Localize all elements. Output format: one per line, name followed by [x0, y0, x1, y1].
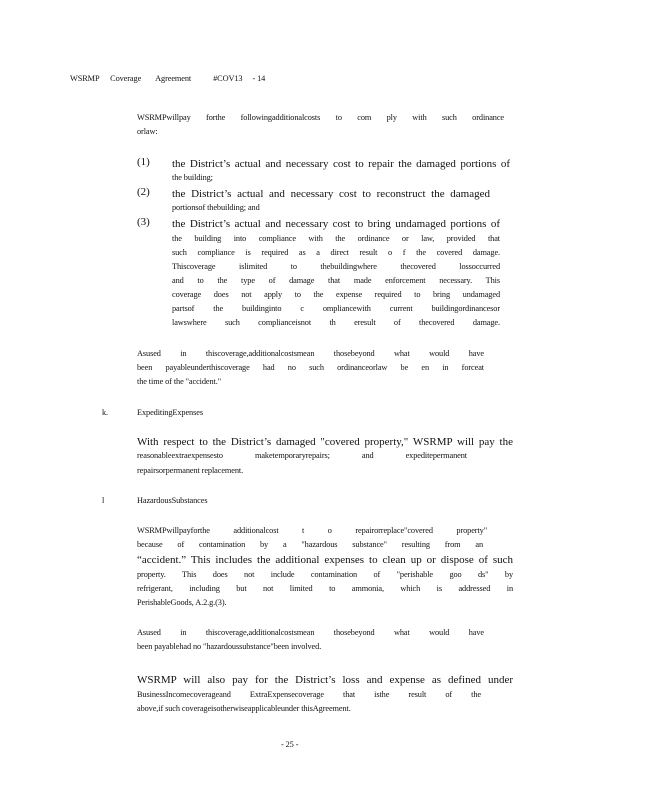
list-item: [172, 186, 490, 216]
list-item: [172, 216, 500, 330]
item-line: the District’s actual and necessary cost to repair the damaged portions of: [172, 158, 510, 170]
intro-line: orlaw:: [137, 127, 158, 136]
item-line: lawswhere such complianceisnot th eresult of thecovered damage.: [172, 318, 500, 327]
paragraph-line: WSRMP will also pay for the District’s loss and expense as defined under: [137, 674, 513, 686]
intro-paragraph: [137, 111, 504, 139]
list-item: [172, 156, 510, 186]
paragraph-line: property. This does not include contamination of "perishable goo ds" by: [137, 570, 513, 579]
item-line: partsof the buildinginto c ompliancewith current buildingordinancesor: [172, 304, 500, 313]
as-used-paragraph: [137, 347, 484, 389]
section-letter: l: [102, 496, 105, 505]
item-number: (1): [137, 156, 150, 168]
item-line: and to the type of damage that made enforcement necessary. This: [172, 276, 500, 285]
item-line: Thiscoverage islimited to thebuildingwhere thecovered lossoccurred: [172, 262, 500, 271]
intro-line: WSRMPwillpay forthe followingadditionalcosts to com ply with such ordinance: [137, 113, 504, 122]
paragraph-line: BusinessIncomecoverageand ExtraExpensecoverage that isthe result of the: [137, 690, 481, 699]
hazardous-paragraph: [137, 524, 513, 610]
paragraph-line: the time of the "accident.": [137, 377, 222, 386]
section-title: HazardousSubstances: [137, 496, 208, 505]
header-agreement: Agreement: [155, 74, 192, 83]
item-line: the District’s actual and necessary cost to bring undamaged portions of: [172, 218, 500, 230]
expediting-paragraph: [137, 434, 513, 478]
paragraph-line: Asused in thiscoverage,additionalcostsmean thosebeyond what would have: [137, 628, 484, 637]
paragraph-line: WSRMPwillpayforthe additionalcost t o repairorreplace"covered property": [137, 526, 487, 535]
paragraph-line: PerishableGoods, A.2.g.(3).: [137, 598, 227, 607]
item-line: such compliance is required as a direct result o f the covered damage.: [172, 248, 500, 257]
page-number: - 25 -: [281, 740, 299, 749]
paragraph-line: been payableunderthiscoverage had no such ordinanceorlaw be en in forceat: [137, 363, 484, 372]
header-org: WSRMP: [70, 74, 100, 83]
header-doc: Coverage: [110, 74, 142, 83]
business-income-paragraph: [137, 672, 513, 716]
paragraph-line: “accident.” This includes the additional expenses to clean up or dispose of such: [137, 554, 513, 566]
paragraph-line: been payablehad no "hazardoussubstance"been involved.: [137, 642, 322, 651]
item-line: the District’s actual and necessary cost to reconstruct the damaged: [172, 188, 490, 200]
paragraph-line: because of contamination by a "hazardous substance" resulting from an: [137, 540, 483, 549]
header-code: #COV13: [213, 74, 243, 83]
item-number: (3): [137, 216, 150, 228]
paragraph-line: repairsorpermanent replacement.: [137, 466, 244, 475]
running-header: [70, 74, 265, 83]
paragraph-line: Asused in thiscoverage,additionalcostsmean thosebeyond what would have: [137, 349, 484, 358]
item-number: (2): [137, 186, 150, 198]
paragraph-line: With respect to the District’s damaged "covered property," WSRMP will pay the: [137, 436, 513, 448]
header-suffix: - 14: [252, 74, 266, 83]
section-title: ExpeditingExpenses: [137, 408, 203, 417]
section-letter: k.: [102, 408, 109, 417]
item-line: the building;: [172, 173, 213, 182]
paragraph-line: reasonableextraexpensesto maketemporaryrepairs; and expeditepermanent: [137, 451, 467, 460]
item-line: coverage does not apply to the expense required to bring undamaged: [172, 290, 500, 299]
item-line: portionsof thebuilding; and: [172, 203, 260, 212]
paragraph-line: above,if such coverageisotherwiseapplicableunder thisAgreement.: [137, 704, 351, 713]
as-used-paragraph: [137, 626, 484, 654]
item-line: the building into compliance with the ordinance or law, provided that: [172, 234, 500, 243]
paragraph-line: refrigerant, including but not limited to ammonia, which is addressed in: [137, 584, 513, 593]
